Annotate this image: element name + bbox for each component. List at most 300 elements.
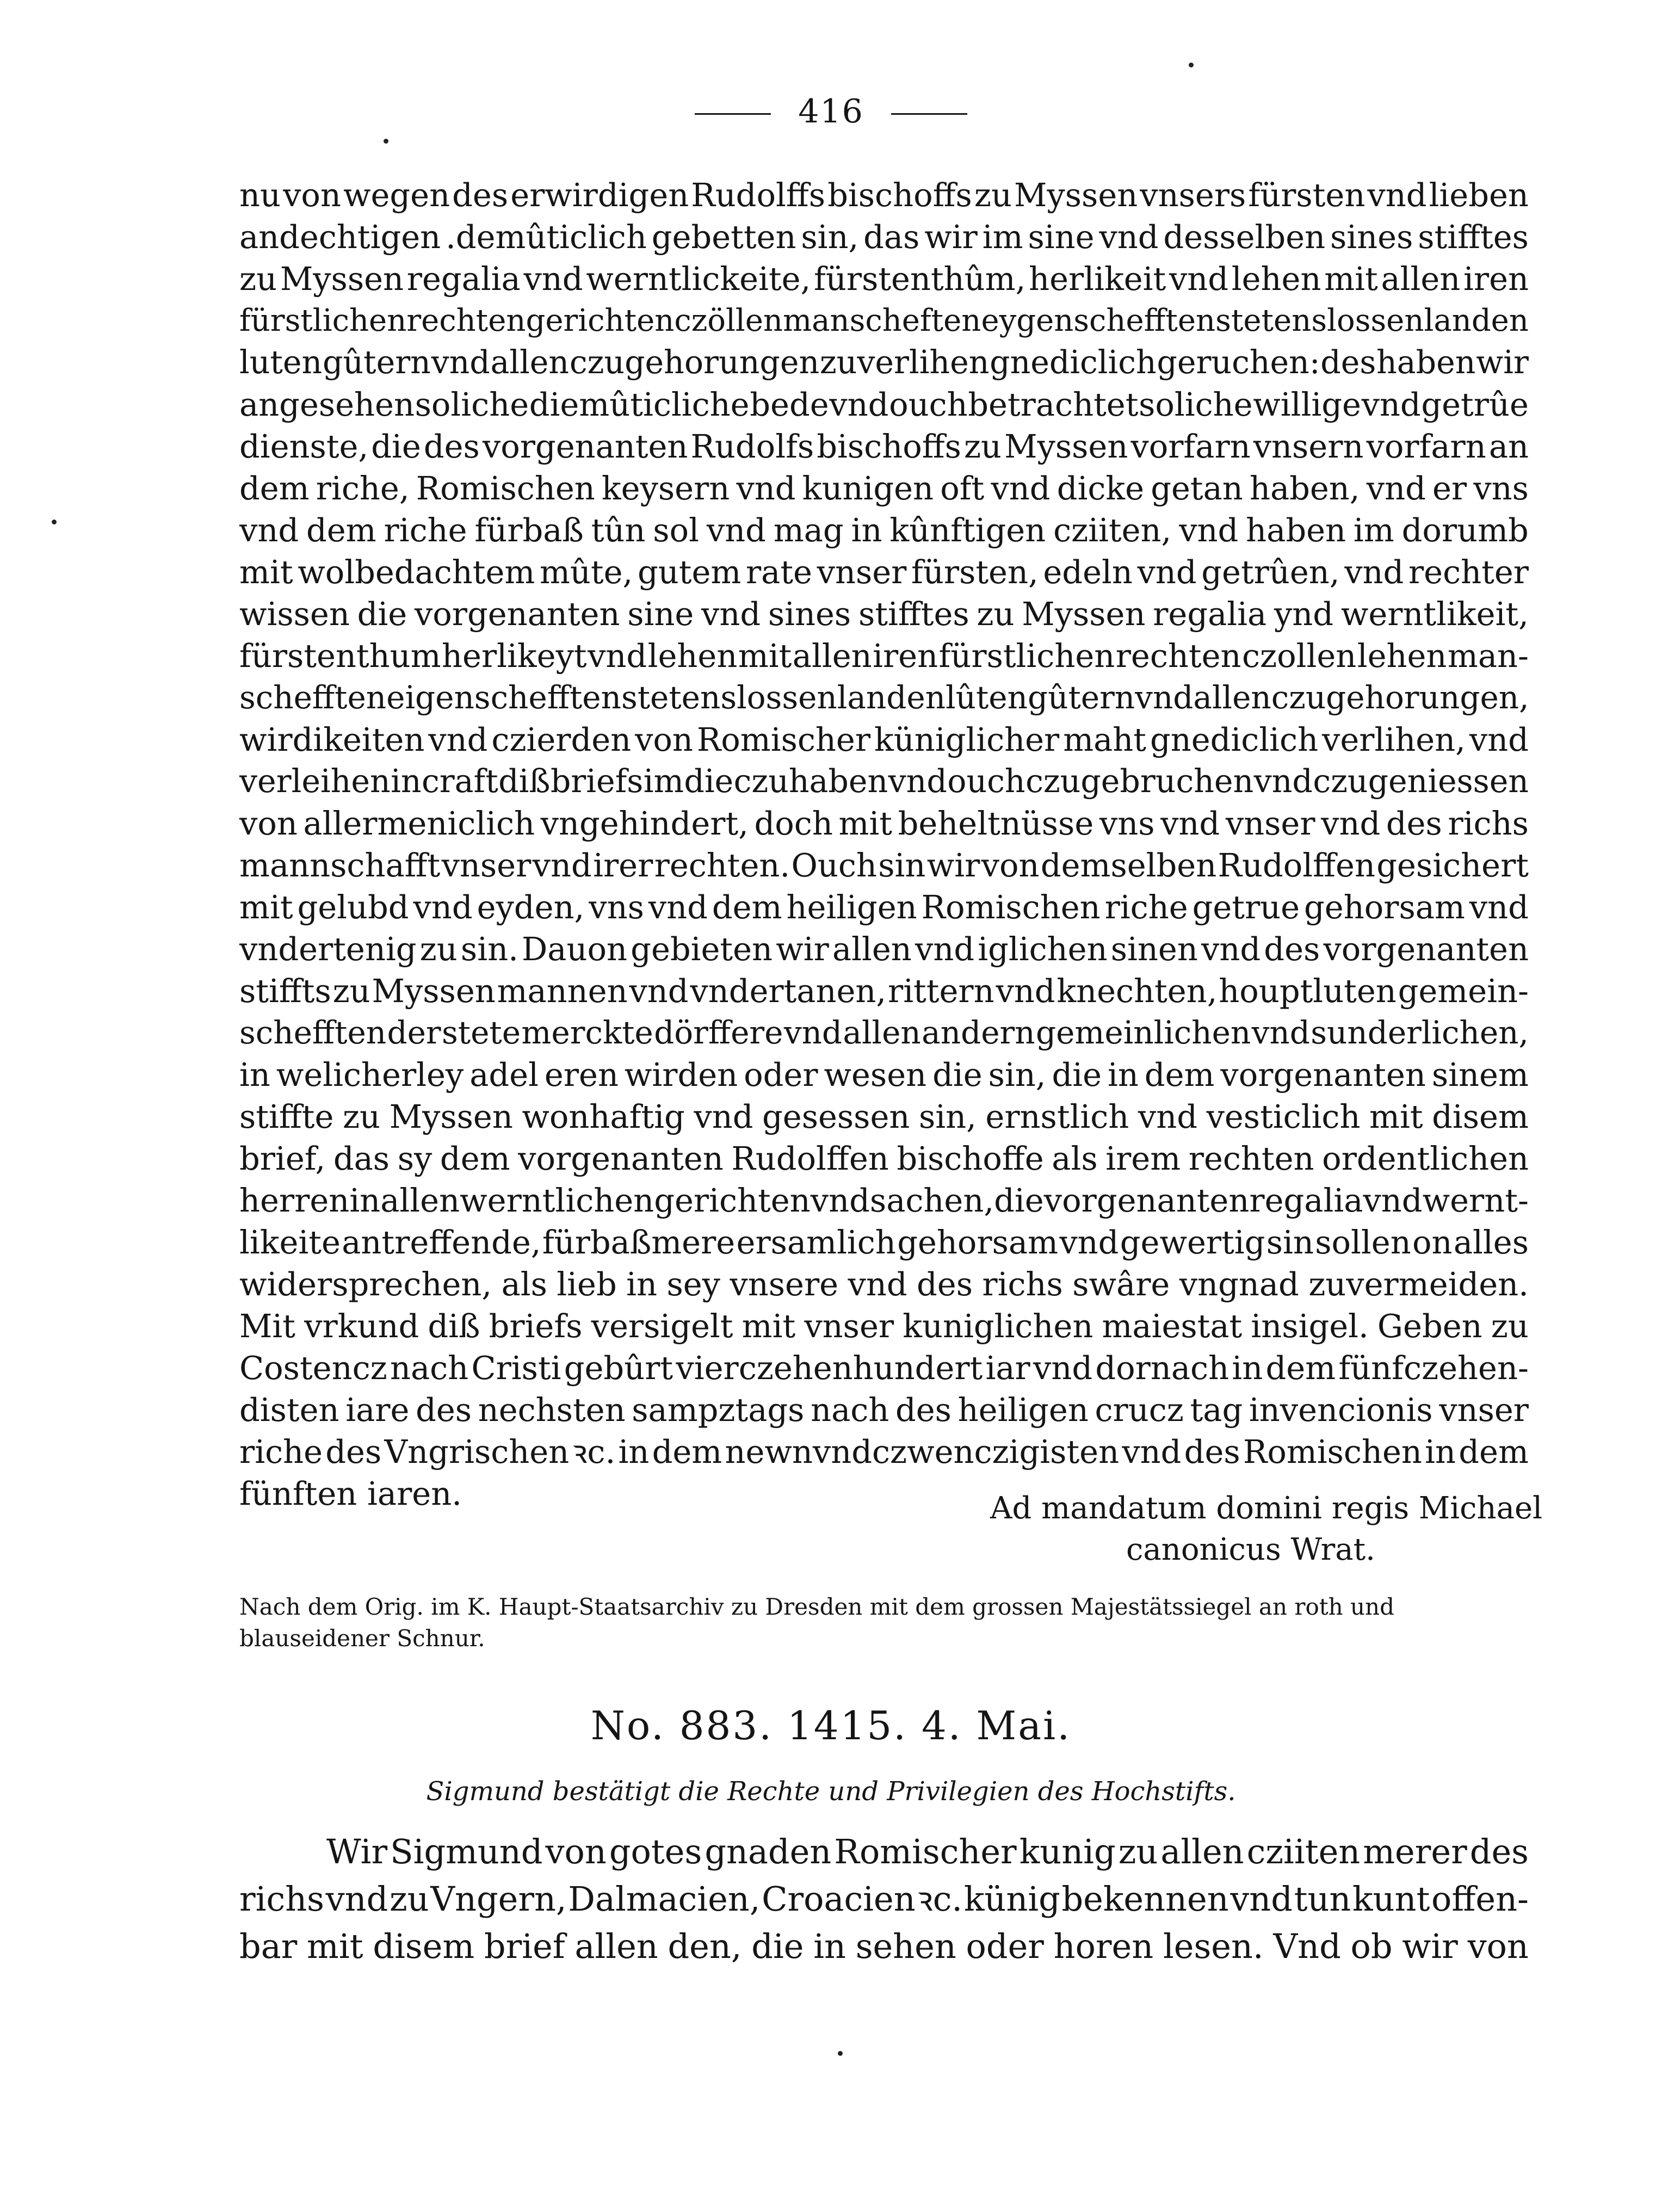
word: sine — [1028, 218, 1095, 256]
word: insigel. — [1251, 1307, 1369, 1345]
word: vnd — [1059, 1224, 1119, 1261]
word: widersprechen, — [239, 1265, 492, 1303]
word: gotes — [609, 1832, 702, 1871]
word: vrkund — [304, 1307, 419, 1345]
word: allen — [380, 1182, 460, 1219]
word: czöllen — [674, 303, 783, 338]
word: houptluten — [1219, 972, 1397, 1010]
word: vnd — [1033, 1349, 1093, 1387]
word: vorgenanten — [1220, 1056, 1426, 1093]
text-line — [239, 928, 1529, 970]
word: im — [982, 218, 1023, 256]
word: ob — [1350, 1926, 1393, 1966]
word: vnser — [441, 847, 532, 884]
word: dem — [1265, 1349, 1336, 1387]
word: dem — [712, 888, 782, 926]
text-line — [239, 1305, 1529, 1347]
text-line — [239, 677, 1529, 719]
word: er — [1432, 469, 1467, 507]
word: in — [391, 763, 422, 800]
word: mit — [742, 1307, 796, 1345]
word: Myssen — [1022, 595, 1146, 633]
word: brief — [484, 1926, 565, 1966]
document-heading: No. 883. 1415. 4. Mai. — [590, 1703, 1072, 1748]
word: sehen — [855, 1926, 956, 1966]
word: czierden — [491, 721, 632, 758]
word: vnd — [1201, 930, 1261, 968]
word: das — [333, 1140, 390, 1177]
word: Rudolfs — [690, 428, 814, 465]
word: vnd — [694, 1098, 753, 1135]
word: die — [932, 1056, 983, 1093]
text-line — [239, 886, 1529, 928]
word: vnd — [413, 888, 473, 926]
word: als — [501, 1265, 547, 1303]
word: zu — [974, 176, 1012, 214]
word: von — [283, 176, 341, 214]
word: on — [1412, 1224, 1453, 1261]
word: irem — [1105, 1140, 1181, 1177]
word: dem — [1459, 1433, 1529, 1470]
word: rechten — [406, 303, 526, 338]
word: wirdikeiten — [239, 721, 425, 758]
word: fünfczehen- — [1338, 1349, 1529, 1387]
word: luten — [239, 344, 323, 381]
word: getrue — [1192, 888, 1300, 926]
word: zu — [1491, 1307, 1529, 1345]
word: herlikeit — [1029, 260, 1166, 298]
word: fürsten, — [911, 553, 1039, 591]
word: in — [626, 1265, 658, 1303]
word: richs — [982, 1265, 1063, 1303]
word: kunig — [1019, 1832, 1116, 1871]
word: diemûticliche — [529, 386, 750, 423]
word: sachen, — [869, 1182, 994, 1219]
word: stifftes — [858, 595, 969, 633]
word: allen — [1160, 1832, 1244, 1871]
word: Dalmacien, — [568, 1879, 761, 1919]
word: sin, — [801, 218, 859, 256]
text-line — [239, 258, 1529, 300]
word: vorgenanten — [414, 595, 620, 633]
main-body-text — [239, 174, 1529, 1515]
word: bede — [750, 386, 829, 423]
word: von — [545, 1832, 607, 1871]
word: rechter — [1408, 553, 1529, 591]
word: der — [387, 1014, 441, 1051]
word: zuvermeiden. — [1308, 1265, 1529, 1303]
word: vnd — [239, 511, 299, 549]
word: gûtern — [322, 344, 431, 381]
word: craft — [421, 763, 498, 800]
word: vnsere — [730, 1265, 839, 1303]
word: des — [423, 428, 480, 465]
word: Myssen — [280, 260, 404, 298]
word: vnser — [804, 1307, 894, 1345]
word: vnd — [1137, 553, 1197, 591]
word: doch — [754, 805, 833, 842]
word: zu — [389, 1879, 429, 1919]
word: dem — [306, 511, 376, 549]
word: küniglicher — [874, 721, 1060, 758]
word: Mit — [239, 1307, 295, 1345]
word: czugehorungen, — [1271, 679, 1529, 716]
word: herren — [239, 1182, 350, 1219]
word: vnd — [1469, 721, 1529, 758]
word: Myssen — [1004, 428, 1128, 465]
word: vorgenanten — [1043, 1182, 1250, 1219]
word: ernstlich — [985, 1098, 1129, 1135]
word: tûn — [591, 511, 646, 549]
word: disten — [239, 1391, 339, 1429]
word: riche — [1104, 888, 1188, 926]
word: bischoffe — [897, 1140, 1044, 1177]
word: tun — [1294, 1879, 1351, 1919]
word: vnd — [991, 469, 1051, 507]
word: vnd — [915, 930, 975, 968]
word: diß — [498, 763, 551, 800]
word: ynd — [1274, 595, 1334, 633]
word: sol — [653, 511, 699, 549]
text-line — [239, 1389, 1529, 1431]
source-note: Nach dem Orig. im K. Haupt-Staatsarchiv zu Dresden mit dem grossen Majestätssiegel an roth und blauseidener Schnur. — [239, 1593, 1394, 1652]
word: oft — [940, 469, 985, 507]
word: vnsers — [1140, 176, 1246, 214]
text-line — [239, 719, 1529, 761]
word: eren — [544, 1056, 619, 1093]
word: manscheften — [783, 303, 981, 338]
word: ouch — [889, 386, 968, 423]
word: czugehorungen — [569, 344, 820, 381]
word: vorgenanten — [1323, 930, 1529, 968]
word: mannen — [497, 972, 628, 1010]
word: erwirdigen — [510, 176, 689, 214]
word: von — [981, 847, 1040, 884]
word: Rudolffs — [691, 176, 826, 214]
word: die — [751, 1926, 804, 1966]
word: czuhaben — [733, 763, 888, 800]
word: vnd — [532, 847, 592, 884]
word: als — [1052, 1140, 1098, 1177]
signature-block — [990, 1488, 1542, 1571]
word: des — [1469, 1832, 1529, 1871]
word: vnser — [817, 553, 907, 591]
word: gerichten — [654, 1182, 811, 1219]
word: disem — [373, 1926, 475, 1966]
word: fürbaß — [474, 511, 584, 549]
word: kunigen — [802, 469, 934, 507]
word: iar — [985, 1349, 1030, 1387]
word: tag — [1190, 1391, 1243, 1429]
word: von — [635, 721, 693, 758]
text-line — [239, 1221, 1529, 1263]
word: sin, — [918, 1098, 977, 1135]
word: verlihen, — [1322, 721, 1466, 758]
word: riche — [239, 1433, 323, 1470]
word: die — [357, 595, 407, 633]
word: regalia — [1153, 595, 1267, 633]
word: vorfarn — [1366, 428, 1486, 465]
word: cziiten, — [1053, 511, 1172, 549]
word: in — [1107, 1056, 1139, 1093]
word: in — [349, 1182, 381, 1219]
word: antreffende, — [342, 1224, 541, 1261]
word: sines — [768, 595, 851, 633]
word: beheltnüsse — [898, 805, 1094, 842]
word: vns — [1473, 469, 1529, 507]
word: betrachtet — [968, 386, 1139, 423]
word: stiffts — [239, 972, 331, 1010]
word: von — [239, 805, 298, 842]
word: fürstenthûm, — [814, 260, 1026, 298]
word: haben, — [1249, 469, 1360, 507]
word: zu — [977, 595, 1015, 633]
word: vnd — [706, 511, 766, 549]
word: vnd — [701, 595, 761, 633]
word: zu — [342, 1098, 381, 1135]
word: Ouch — [791, 847, 877, 884]
word: lehen — [647, 637, 738, 675]
word: andern — [922, 1014, 1035, 1051]
word: welicherley — [276, 1056, 464, 1093]
text-line — [239, 1179, 1529, 1221]
word: im — [643, 763, 684, 800]
word: zu — [963, 428, 1002, 465]
word: stiffte — [239, 1098, 334, 1135]
word: sinen — [1110, 930, 1198, 968]
word: vns — [589, 888, 644, 926]
word: wir — [926, 847, 980, 884]
word: dem — [239, 469, 310, 507]
word: ouch — [947, 763, 1025, 800]
word: lûten — [946, 679, 1028, 716]
word: des — [1184, 1433, 1240, 1470]
word: schefften — [239, 679, 387, 716]
word: werntlikeit, — [1340, 595, 1529, 633]
word: rechten — [1188, 1140, 1314, 1177]
word: sines — [1330, 218, 1413, 256]
word: den, — [668, 1926, 742, 1966]
word: des — [1264, 930, 1320, 968]
word: sampztags — [632, 1391, 805, 1429]
word: haben — [1376, 344, 1476, 381]
text-line-final: fünften iaren. — [239, 1475, 462, 1512]
scan-speck — [1189, 63, 1194, 67]
word: bischoffs — [817, 428, 961, 465]
word: vnd — [810, 1182, 870, 1219]
word: gesichert — [1376, 847, 1529, 884]
word: herlikeyt — [442, 637, 587, 675]
word: lesen. — [1163, 1926, 1264, 1966]
word: landen — [837, 679, 946, 716]
word: wegen — [343, 176, 450, 214]
word: czugeniessen — [1313, 763, 1529, 800]
word: dem — [652, 1433, 722, 1470]
text-line — [239, 509, 1529, 551]
word: rechten — [1115, 637, 1241, 675]
word: vndertenig — [239, 930, 417, 968]
word: dem — [1144, 1056, 1215, 1093]
word: gewertig — [1120, 1224, 1265, 1261]
word: vnd — [736, 469, 796, 507]
word: Romischer — [696, 721, 871, 758]
word: in — [1425, 1433, 1456, 1470]
word: vnd — [1160, 805, 1220, 842]
word: sin. — [460, 930, 518, 968]
word: likeite — [239, 1224, 341, 1261]
word: bischoffs — [827, 176, 972, 214]
word: vnd — [1321, 805, 1381, 842]
text-line — [239, 1096, 1529, 1138]
word: an — [1488, 428, 1529, 465]
word: allen — [832, 930, 912, 968]
word: steten — [1215, 303, 1312, 338]
word: vorgenanten — [518, 1140, 724, 1177]
word: des — [1386, 805, 1442, 842]
word: ꝛc. — [572, 1433, 616, 1470]
word: vesticlich — [1206, 1098, 1361, 1135]
word: mit — [239, 888, 293, 926]
word: crucz — [1095, 1391, 1184, 1429]
word: vnd — [1469, 888, 1529, 926]
word: schefften — [239, 1014, 387, 1051]
word: gebûrt — [564, 1349, 674, 1387]
word: vnd — [1251, 1014, 1310, 1051]
word: mag — [773, 511, 844, 549]
text-line — [239, 174, 1529, 216]
word: soliche — [415, 386, 529, 423]
word: dornach — [1095, 1349, 1229, 1387]
word: vnser — [1225, 805, 1315, 842]
word: wissen — [239, 595, 350, 633]
word: sin — [878, 847, 926, 884]
word: vnd — [829, 386, 889, 423]
word: die — [994, 1182, 1044, 1219]
text-line — [239, 384, 1529, 425]
word: vnd — [1366, 469, 1426, 507]
word: bekennen — [1061, 1879, 1229, 1919]
word: mit — [838, 805, 892, 842]
word: gutem — [637, 553, 742, 591]
word: gebetten — [651, 218, 796, 256]
word: richs — [1448, 805, 1529, 842]
text-line — [239, 802, 1529, 844]
word: sunderlichen, — [1311, 1014, 1529, 1051]
word: werntlichen — [460, 1182, 654, 1219]
word: vnd — [1135, 679, 1194, 716]
word: merer — [1363, 1832, 1467, 1871]
word: kûnftigen — [889, 511, 1046, 549]
word: vnd — [888, 763, 947, 800]
text-line — [239, 467, 1529, 509]
word: vnd — [428, 721, 488, 758]
word: maht — [1063, 721, 1147, 758]
word: regalia — [1249, 1182, 1363, 1219]
word: allen — [843, 1014, 921, 1051]
word: des — [895, 1391, 952, 1429]
word: nechsten — [478, 1391, 626, 1429]
word: lieb — [557, 1265, 617, 1303]
word: bar — [239, 1926, 298, 1966]
word: allen — [1381, 260, 1461, 298]
text-line — [239, 844, 1529, 886]
word: vndertanen, — [690, 972, 887, 1010]
word: vngehindert, — [540, 805, 749, 842]
word: die — [1052, 1056, 1102, 1093]
word: allen — [792, 637, 872, 675]
word: oder — [966, 1926, 1044, 1966]
word: wernt- — [1422, 1182, 1529, 1219]
word: gelubd — [297, 888, 409, 926]
word: vnd — [629, 972, 689, 1010]
word: man- — [1447, 637, 1529, 675]
word: geruchen: — [1157, 344, 1320, 381]
word: zu — [1118, 1832, 1158, 1871]
text-line — [239, 970, 1529, 1012]
text-line — [239, 1828, 1529, 1875]
word: vnd — [1138, 1098, 1197, 1135]
word: irer — [593, 847, 653, 884]
word: iare — [345, 1391, 410, 1429]
word: zu — [239, 260, 277, 298]
word: angesehen — [239, 386, 415, 423]
word: diß — [428, 1307, 480, 1345]
word: gemeinlichen — [1035, 1014, 1251, 1051]
text-line — [239, 551, 1529, 593]
word: sy — [397, 1140, 433, 1177]
word: wir — [1402, 1926, 1458, 1966]
text-line — [239, 1875, 1529, 1923]
word: lehen — [1231, 260, 1321, 298]
word: im — [1353, 511, 1394, 549]
word: des — [416, 1391, 472, 1429]
scan-speck — [838, 2051, 843, 2056]
text-line — [239, 342, 1529, 384]
word: vnd — [523, 260, 583, 298]
word: eygenschefften — [981, 303, 1216, 338]
word: vnd — [1253, 763, 1313, 800]
word: wesen — [824, 1056, 927, 1093]
word: ersamlich — [736, 1224, 896, 1261]
word: vnd — [1367, 176, 1427, 214]
word: Dauon — [522, 930, 627, 968]
word: .demûticlich — [446, 218, 647, 256]
word: slossen — [1311, 303, 1424, 338]
word: alles — [1453, 1224, 1529, 1261]
word: getrûe — [1421, 386, 1529, 423]
word: iren — [873, 637, 938, 675]
word: sin — [1266, 1224, 1314, 1261]
word: czugebruchen — [1025, 763, 1254, 800]
word: mit — [1324, 260, 1378, 298]
word: eyden, — [477, 888, 585, 926]
word: kunt — [1352, 1879, 1430, 1919]
word: wolbedachtem — [298, 553, 535, 591]
word: vnd — [431, 344, 490, 381]
word: vnd — [1363, 1182, 1423, 1219]
word: soliche — [1139, 386, 1253, 423]
word: wir — [776, 930, 829, 968]
word: werntlickeite, — [586, 260, 811, 298]
word: mannschafft — [239, 847, 441, 884]
word: riche — [384, 511, 467, 549]
word: in — [239, 1056, 270, 1093]
word: gehorsam — [1304, 888, 1465, 926]
page-number-rule-right — [891, 113, 967, 115]
word: nach — [811, 1391, 889, 1429]
word: iglichen — [978, 930, 1108, 968]
word: Geben — [1377, 1307, 1482, 1345]
